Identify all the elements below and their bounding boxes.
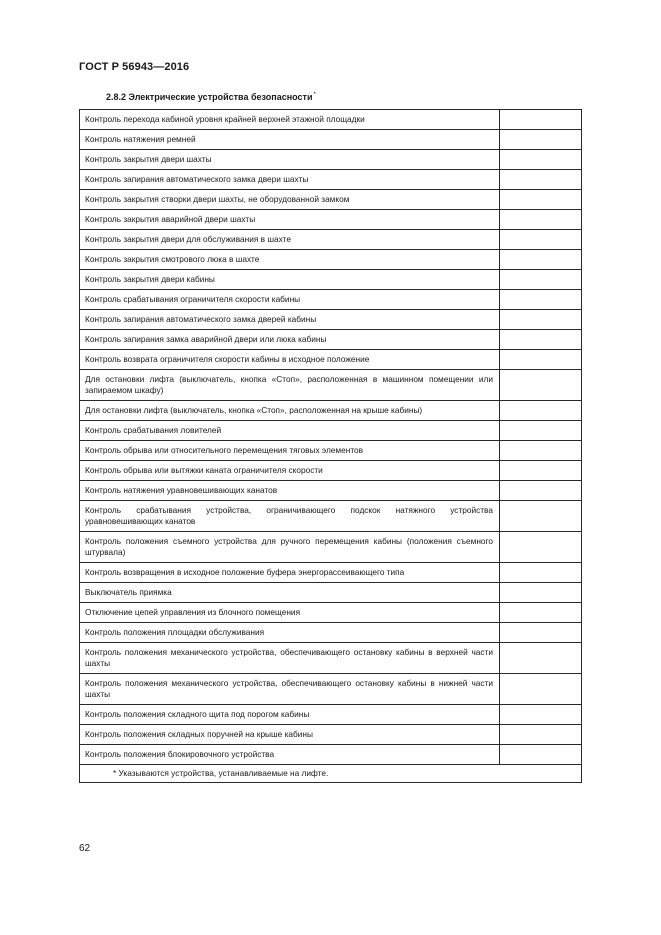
device-value-cell <box>500 705 582 725</box>
table-row <box>80 745 582 765</box>
footnote-marker: * <box>313 92 316 98</box>
device-value-cell <box>500 130 582 150</box>
table-row <box>80 643 582 674</box>
device-name-cell: Контроль срабатывания ограничителя скорости кабины <box>80 290 500 310</box>
device-value-cell <box>500 170 582 190</box>
table-row <box>80 441 582 461</box>
table-row <box>80 150 582 170</box>
device-value-cell <box>500 481 582 501</box>
safety-devices-table <box>79 109 582 783</box>
device-value-cell <box>500 310 582 330</box>
device-value-cell <box>500 421 582 441</box>
device-value-cell <box>500 623 582 643</box>
device-value-cell <box>500 583 582 603</box>
table-row <box>80 674 582 705</box>
device-value-cell <box>500 270 582 290</box>
table-row <box>80 350 582 370</box>
device-name-cell: Контроль срабатывания ловителей <box>80 421 500 441</box>
section-title-text: 2.8.2 Электрические устройства безопасности <box>106 92 313 102</box>
table-row <box>80 705 582 725</box>
device-name-cell: Контроль закрытия створки двери шахты, не оборудованной замком <box>80 190 500 210</box>
device-name-cell: Контроль обрыва или относительного перемещения тяговых элементов <box>80 441 500 461</box>
device-value-cell <box>500 210 582 230</box>
device-value-cell <box>500 532 582 563</box>
device-value-cell <box>500 370 582 401</box>
device-value-cell <box>500 110 582 130</box>
device-name-cell: Контроль возврата ограничителя скорости кабины в исходное положение <box>80 350 500 370</box>
table-row <box>80 461 582 481</box>
device-value-cell <box>500 230 582 250</box>
footnote-row <box>80 765 582 783</box>
table-body <box>80 110 582 783</box>
device-value-cell <box>500 461 582 481</box>
device-name-cell: Контроль положения механического устройства, обеспечивающего остановку кабины в нижней части шахты <box>80 674 500 705</box>
table-row <box>80 481 582 501</box>
table-row <box>80 190 582 210</box>
table-row <box>80 401 582 421</box>
device-name-cell: Контроль натяжения уравновешивающих канатов <box>80 481 500 501</box>
device-name-cell: Контроль положения съемного устройства для ручного перемещения кабины (положения съемного штурвала) <box>80 532 500 563</box>
table-footnote: * Указываются устройства, устанавливаемые на лифте. <box>80 765 582 783</box>
table-row <box>80 110 582 130</box>
table-row <box>80 290 582 310</box>
device-value-cell <box>500 290 582 310</box>
device-value-cell <box>500 643 582 674</box>
device-value-cell <box>500 563 582 583</box>
device-name-cell: Контроль запирания автоматического замка дверей кабины <box>80 310 500 330</box>
device-name-cell: Контроль срабатывания устройства, ограничивающего подскок натяжного устройства уравновешивающих канатов <box>80 501 500 532</box>
table-row <box>80 532 582 563</box>
table-row <box>80 310 582 330</box>
device-value-cell <box>500 441 582 461</box>
device-name-cell: Контроль закрытия смотрового люка в шахте <box>80 250 500 270</box>
table-row <box>80 563 582 583</box>
device-name-cell: Контроль натяжения ремней <box>80 130 500 150</box>
device-value-cell <box>500 603 582 623</box>
device-value-cell <box>500 250 582 270</box>
page-number: 62 <box>79 843 91 854</box>
table-row <box>80 501 582 532</box>
table-row <box>80 370 582 401</box>
device-name-cell: Для остановки лифта (выключатель, кнопка «Стоп», расположенная на крыше кабины) <box>80 401 500 421</box>
table-row <box>80 603 582 623</box>
device-name-cell: Контроль положения механического устройства, обеспечивающего остановку кабины в верхней части шахты <box>80 643 500 674</box>
table-row <box>80 170 582 190</box>
device-name-cell: Контроль положения блокировочного устройства <box>80 745 500 765</box>
device-name-cell: Контроль закрытия двери для обслуживания в шахте <box>80 230 500 250</box>
device-name-cell: Контроль запирания автоматического замка двери шахты <box>80 170 500 190</box>
device-value-cell <box>500 190 582 210</box>
device-value-cell <box>500 501 582 532</box>
device-name-cell: Выключатель приямка <box>80 583 500 603</box>
table-row <box>80 250 582 270</box>
device-name-cell: Контроль обрыва или вытяжки каната ограничителя скорости <box>80 461 500 481</box>
device-value-cell <box>500 350 582 370</box>
device-value-cell <box>500 725 582 745</box>
table-row <box>80 583 582 603</box>
table-row <box>80 623 582 643</box>
device-value-cell <box>500 745 582 765</box>
device-value-cell <box>500 674 582 705</box>
table-row <box>80 270 582 290</box>
document-code: ГОСТ Р 56943—2016 <box>79 61 190 73</box>
device-value-cell <box>500 330 582 350</box>
device-value-cell <box>500 401 582 421</box>
table-row <box>80 725 582 745</box>
device-name-cell: Контроль запирания замка аварийной двери или люка кабины <box>80 330 500 350</box>
table-row <box>80 421 582 441</box>
device-name-cell: Контроль положения площадки обслуживания <box>80 623 500 643</box>
table-row <box>80 210 582 230</box>
device-name-cell: Контроль закрытия аварийной двери шахты <box>80 210 500 230</box>
device-name-cell: Контроль положения складных поручней на крыше кабины <box>80 725 500 745</box>
device-name-cell: Контроль возвращения в исходное положение буфера энергорассеивающего типа <box>80 563 500 583</box>
table-row <box>80 130 582 150</box>
section-heading <box>106 92 316 102</box>
device-value-cell <box>500 150 582 170</box>
device-name-cell: Отключение цепей управления из блочного помещения <box>80 603 500 623</box>
device-name-cell: Контроль перехода кабиной уровня крайней верхней этажной площадки <box>80 110 500 130</box>
table-row <box>80 330 582 350</box>
table-row <box>80 230 582 250</box>
device-name-cell: Контроль закрытия двери кабины <box>80 270 500 290</box>
device-name-cell: Контроль положения складного щита под порогом кабины <box>80 705 500 725</box>
device-name-cell: Для остановки лифта (выключатель, кнопка «Стоп», расположенная в машинном помещении или запираемом шкафу) <box>80 370 500 401</box>
device-name-cell: Контроль закрытия двери шахты <box>80 150 500 170</box>
